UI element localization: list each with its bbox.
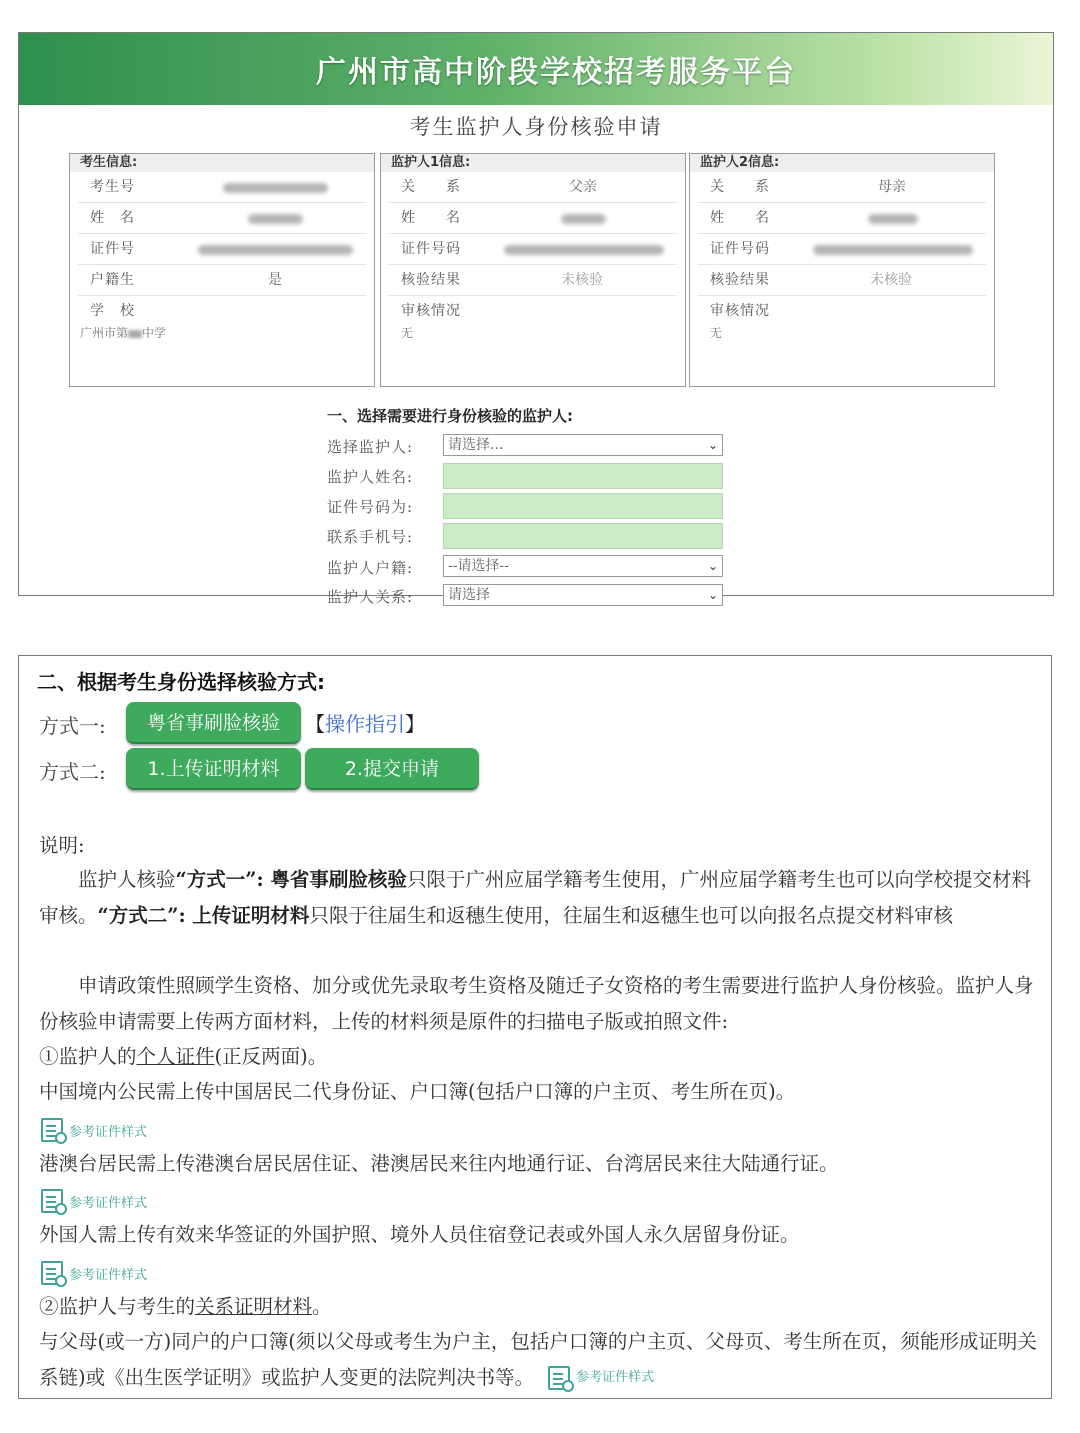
redacted-value	[198, 245, 353, 255]
sample-doc-link-3[interactable]: 参考证件样式	[41, 1260, 147, 1286]
step2-heading: 二、根据考生身份选择核验方式:	[37, 670, 325, 694]
school-value: 广州市第 中学	[80, 326, 167, 340]
info-row-household: 户籍生 是	[78, 265, 366, 296]
info-row-verify-result: 核验结果 未核验	[698, 265, 986, 296]
redacted-value	[561, 214, 606, 224]
guardian2-info-box	[689, 153, 995, 387]
guardian-id-input[interactable]	[443, 493, 723, 519]
sample-doc-link-2[interactable]: 参考证件样式	[41, 1188, 147, 1214]
platform-title: 广州市高中阶段学校招考服务平台	[316, 55, 796, 90]
select-guardian-row: 选择监护人: 请选择... ⌄	[327, 433, 747, 459]
notes-paragraph-2: 申请政策性照顾学生资格、加分或优先录取考生资格及随迁子女资格的考生需要进行监护人身份核验。监护人身份核验申请需要上传两方面材料，上传的材料须是原件的扫描电子版或拍照文件:	[39, 974, 1034, 1033]
operation-guide: 【操作指引】	[305, 712, 425, 736]
info-row-id: 证件号	[78, 234, 366, 265]
info-row-review: 审核情况 无	[401, 303, 461, 340]
step1-heading: 一、选择需要进行身份核验的监护人:	[327, 407, 574, 425]
guardian-relation-row: 监护人关系: 请选择 ⌄	[327, 583, 747, 609]
form-title: 考生监护人身份核验申请	[409, 115, 663, 139]
document-icon	[41, 1189, 63, 1213]
redacted-value	[813, 245, 973, 255]
chevron-down-icon: ⌄	[707, 559, 718, 573]
upload-materials-button[interactable]: 1.上传证明材料	[126, 748, 301, 790]
info-row-school: 学 校 广州市第 中学	[78, 296, 366, 342]
redacted-value	[868, 214, 918, 224]
info-row-id: 证件号码	[389, 234, 677, 265]
method1-label: 方式一:	[39, 714, 106, 738]
platform-banner	[19, 33, 1053, 105]
relation-select[interactable]: 请选择 ⌄	[443, 584, 723, 606]
document-icon	[41, 1118, 63, 1142]
info-row-id: 证件号码	[698, 234, 986, 265]
method2-label: 方式二:	[39, 760, 106, 784]
household-value: 是	[268, 272, 282, 288]
note-relation-docs: 与父母(或一方)同户的户口簿(须以父母或考生为户主，包括户口簿的户主页、父母页、考生所在页，须能形成证明关系链)或《出生医学证明》或监护人变更的法院判决书等。 参考证件样式	[39, 1324, 1043, 1396]
chevron-down-icon: ⌄	[707, 588, 718, 602]
note-foreign: 外国人需上传有效来华签证的外国护照、境外人员住宿登记表或外国人永久居留身份证。	[39, 1223, 800, 1246]
redacted-value	[248, 214, 303, 224]
info-row-name: 姓 名	[389, 203, 677, 234]
note-mainland: 中国境内公民需上传中国居民二代身份证、户口簿(包括户口簿的户主页、考生所在页)。	[39, 1080, 796, 1103]
relation-proof-link[interactable]: 关系证明材料	[195, 1295, 313, 1318]
guardian-name-input[interactable]	[443, 463, 723, 489]
verification-method-panel	[18, 655, 1052, 1399]
guardian1-info-box	[380, 153, 686, 387]
guardian-id-row: 证件号码为:	[327, 493, 747, 519]
sample-doc-link-4[interactable]: 参考证件样式	[548, 1360, 654, 1396]
personal-id-link[interactable]: 个人证件	[136, 1045, 215, 1068]
application-form-panel	[18, 32, 1054, 606]
note-item-2: ②监护人与考生的关系证明材料。	[39, 1295, 332, 1318]
guardian-name-row: 监护人姓名:	[327, 463, 747, 489]
chevron-down-icon: ⌄	[707, 438, 718, 452]
info-row-verify-result: 核验结果 未核验	[389, 265, 677, 296]
info-row-relation: 关 系 父亲	[389, 172, 677, 203]
info-row-relation: 关 系 母亲	[698, 172, 986, 203]
guardian-household-row: 监护人户籍: --请选择-- ⌄	[327, 554, 747, 580]
guardian2-info-heading: 监护人2信息:	[690, 154, 994, 172]
student-info-box	[69, 153, 375, 387]
sample-doc-link-1[interactable]: 参考证件样式	[41, 1117, 147, 1143]
student-info-heading: 考生信息:	[70, 154, 374, 172]
redacted-value	[504, 245, 664, 255]
notes-paragraph-1: 监护人核验“方式一”: 粤省事刷脸核验只限于广州应届学籍考生使用，广州应届学籍考生也可以向学校提交材料审核。“方式二”: 上传证明材料只限于往届生和返穗生使用，往届生和返穗生也可以向报名点提交材料审核	[39, 868, 1031, 927]
face-verify-button[interactable]: 粤省事刷脸核验	[126, 702, 301, 744]
guardian-select[interactable]: 请选择... ⌄	[443, 434, 723, 456]
submit-application-button[interactable]: 2.提交申请	[305, 748, 479, 790]
note-item-1: ①监护人的个人证件(正反两面)。	[39, 1045, 328, 1068]
guardian-phone-row: 联系手机号:	[327, 523, 747, 549]
info-row-review: 审核情况 无	[710, 303, 770, 340]
operation-guide-link[interactable]: 操作指引	[325, 712, 405, 736]
guardian-phone-input[interactable]	[443, 523, 723, 549]
notes-title: 说明:	[39, 834, 85, 857]
document-icon	[41, 1261, 63, 1285]
document-icon	[548, 1366, 570, 1390]
household-select[interactable]: --请选择-- ⌄	[443, 555, 723, 577]
info-row-name: 姓 名	[698, 203, 986, 234]
note-hmt: 港澳台居民需上传港澳台居民居住证、港澳居民来往内地通行证、台湾居民来往大陆通行证。	[39, 1152, 839, 1175]
info-row-name: 姓 名	[78, 203, 366, 234]
info-row-exam-number: 考生号	[78, 172, 366, 203]
redacted-value	[223, 183, 328, 193]
guardian1-info-heading: 监护人1信息:	[381, 154, 685, 172]
